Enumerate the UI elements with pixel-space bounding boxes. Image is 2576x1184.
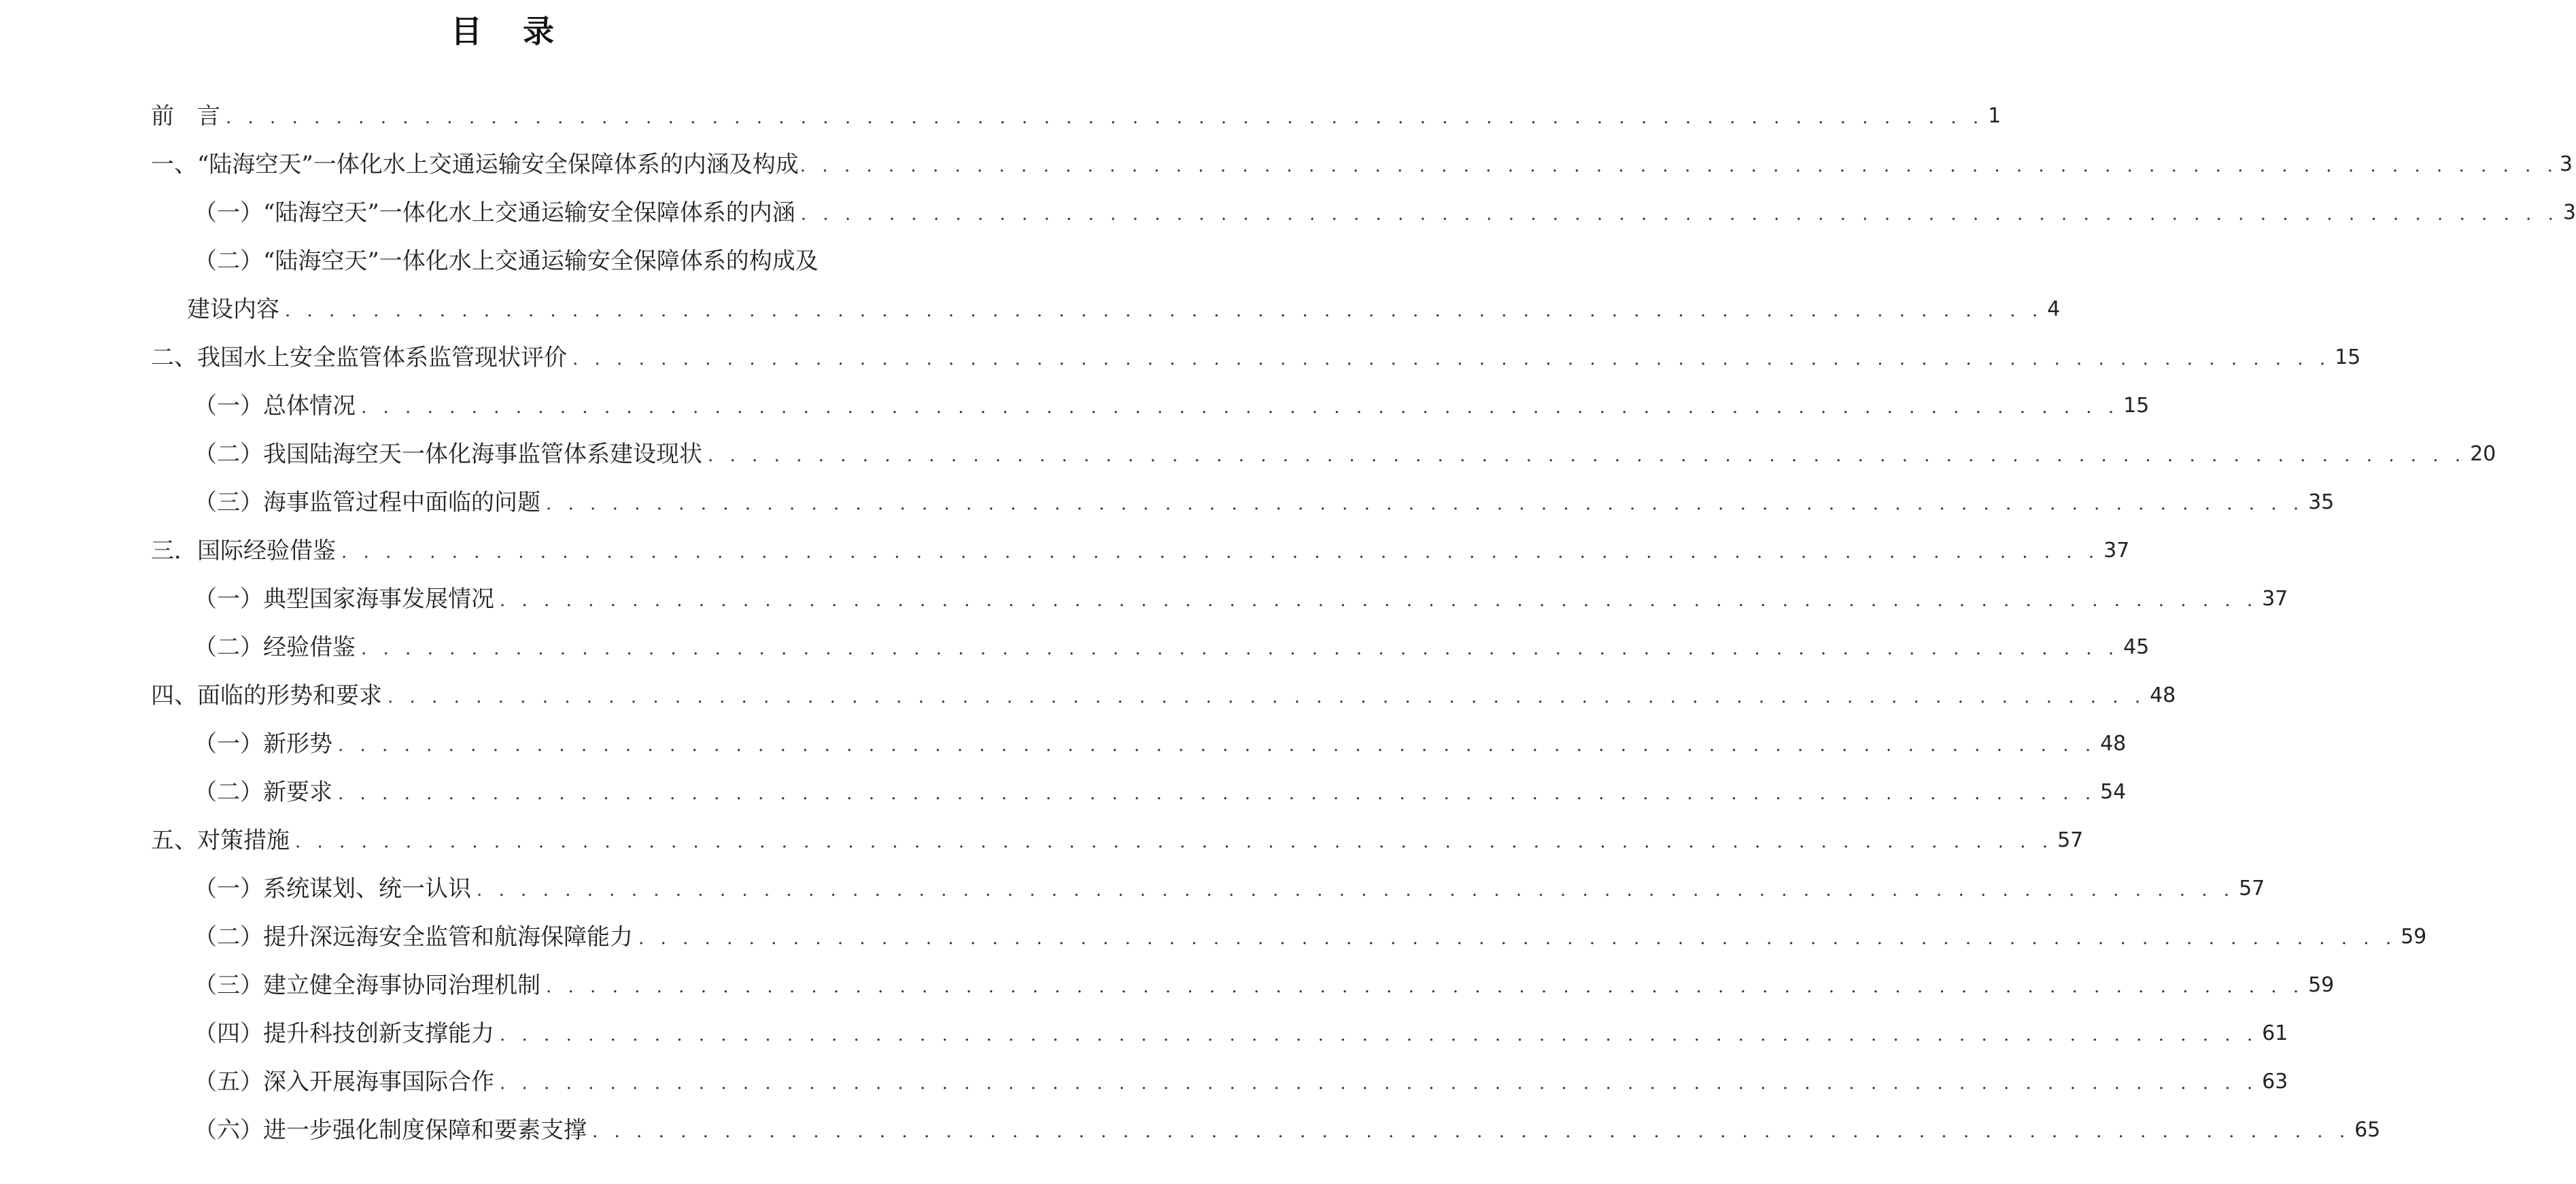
dot-leader: . . . . . . . . . . . . . . . . . . . . . . . . . . . . . . . . . . . . . . . . . . . . . . . . . . . . . . . . . . . . . . . . . . . . . . . . . . . . . . . .	[546, 977, 2305, 997]
toc-page-number: 3	[2559, 152, 2573, 176]
toc-entry-label: （一）总体情况	[194, 392, 356, 420]
toc-entry-section-3[interactable]	[151, 532, 2130, 569]
toc-page-number: 35	[2308, 490, 2335, 514]
dot-leader: . . . . . . . . . . . . . . . . . . . . . . . . . . . . . . . . . . . . . . . . . . . . . . . . . . . . . . . . . . . . . . . . . . . . . . . . . . . . . . . .	[338, 735, 2097, 756]
toc-entry-section-4-1[interactable]	[194, 726, 2127, 762]
dot-leader: . . . . . . . . . . . . . . . . . . . . . . . . . . . . . . . . . . . . . . . . . . . . . . . . . . . . . . . . . . . . . . . . . . . . . . . . . . . . . . . .	[500, 1025, 2259, 1045]
toc-page-number: 61	[2262, 1021, 2288, 1045]
toc-entry-label: 四、面临的形势和要求	[151, 682, 382, 709]
toc-page-number: 59	[2401, 925, 2427, 949]
toc-page-number: 3	[2562, 201, 2576, 224]
toc-entry-section-3-1[interactable]	[194, 581, 2288, 618]
toc-entry-label: （一）系统谋划、统一认识	[194, 875, 471, 902]
toc-entry-section-3-2[interactable]	[194, 629, 2150, 666]
toc-entry-label: （四）提升科技创新支撑能力	[194, 1020, 494, 1047]
dot-leader: . . . . . . . . . . . . . . . . . . . . . . . . . . . . . . . . . . . . . . . . . . . . . . . . . . . . . . . . . . . . . . . . . . . . . . . . . . . . . . . .	[800, 204, 2559, 224]
toc-page-number: 63	[2262, 1070, 2288, 1094]
toc-page-number: 1	[1988, 104, 2002, 128]
dot-leader: . . . . . . . . . . . . . . . . . . . . . . . . . . . . . . . . . . . . . . . . . . . . . . . . . . . . . . . . . . . . . . . . . . . . . . . . . . . . . . . .	[592, 1121, 2351, 1142]
dot-leader: . . . . . . . . . . . . . . . . . . . . . . . . . . . . . . . . . . . . . . . . . . . . . . . . . . . . . . . . . . . . . . . . . . . . . . . . . . . . . . . .	[572, 349, 2331, 369]
dot-leader: . . . . . . . . . . . . . . . . . . . . . . . . . . . . . . . . . . . . . . . . . . . . . . . . . . . . . . . . . . . . . . . . . . . . . . . . . . . . . . . .	[341, 542, 2100, 562]
toc-entry-section-5-6[interactable]	[194, 1112, 2381, 1149]
toc-entry-section-4-2[interactable]	[194, 774, 2127, 811]
toc-entry-label: （一）“陆海空天”一体化水上交通运输安全保障体系的内涵	[194, 199, 795, 226]
toc-page-number: 15	[2335, 345, 2361, 369]
dot-leader: . . . . . . . . . . . . . . . . . . . . . . . . . . . . . . . . . . . . . . . . . . . . . . . . . . . . . . . . . . . . . . . . . . . . . . . . . . . . . . . .	[388, 687, 2146, 707]
toc-entry-section-2-3[interactable]	[194, 484, 2335, 521]
toc-entry-preface[interactable]	[151, 98, 2002, 135]
toc-page-number: 48	[2100, 732, 2127, 756]
toc-entry-label: 建设内容	[187, 296, 279, 323]
toc-entry-label: 三．国际经验借鉴	[151, 537, 336, 564]
toc-entry-section-5-4[interactable]	[194, 1015, 2288, 1052]
toc-page-number: 57	[2239, 877, 2265, 900]
toc-page-number: 65	[2354, 1118, 2381, 1142]
dot-leader: . . . . . . . . . . . . . . . . . . . . . . . . . . . . . . . . . . . . . . . . . . . . . . . . . . . . . . . . . . . . . . . . . . . . . . . . . . . . . . . .	[361, 639, 2120, 659]
dot-leader: . . . . . . . . . . . . . . . . . . . . . . . . . . . . . . . . . . . . . . . . . . . . . . . . . . . . . . . . . . . . . . . . . . . . . . . . . . . . . . . .	[546, 494, 2305, 514]
toc-entry-label: （二）经验借鉴	[194, 634, 356, 661]
toc-entry-section-5-5[interactable]	[194, 1064, 2288, 1100]
toc-entry-section-5-3[interactable]	[194, 967, 2335, 1004]
toc-page-number: 59	[2308, 973, 2335, 997]
toc-entry-label: 一、“陆海空天”一体化水上交通运输安全保障体系的内涵及构成	[151, 151, 799, 178]
toc-entry-label: （二）我国陆海空天一体化海事监管体系建设现状	[194, 441, 702, 468]
toc-entry-label: （二）提升深远海安全监管和航海保障能力	[194, 924, 633, 951]
toc-title: 目 录	[450, 13, 569, 50]
dot-leader: . . . . . . . . . . . . . . . . . . . . . . . . . . . . . . . . . . . . . . . . . . . . . . . . . . . . . . . . . . . . . . . . . . . . . . . . . . . . . . . .	[708, 445, 2467, 466]
toc-entry-section-2-1[interactable]	[194, 388, 2150, 424]
toc-entry-label: （三）海事监管过程中面临的问题	[194, 489, 540, 516]
toc-entry-label: 五、对策措施	[151, 827, 290, 854]
toc-entry-section-5-1[interactable]	[194, 870, 2265, 907]
dot-leader: . . . . . . . . . . . . . . . . . . . . . . . . . . . . . . . . . . . . . . . . . . . . . . . . . . . . . . . . . . . . . . . . . . . . . . . . . . . . . . . .	[638, 928, 2397, 949]
dot-leader: . . . . . . . . . . . . . . . . . . . . . . . . . . . . . . . . . . . . . . . . . . . . . . . . . . . . . . . . . . . . . . . . . . . . . . . . . . . . . . . .	[226, 107, 1985, 128]
toc-page-number: 37	[2103, 539, 2130, 562]
toc-page-number: 20	[2470, 442, 2496, 466]
dot-leader: . . . . . . . . . . . . . . . . . . . . . . . . . . . . . . . . . . . . . . . . . . . . . . . . . . . . . . . . . . . . . . . . . . . . . . . . . . . . . . . .	[800, 156, 2558, 176]
toc-entry-label: （一）典型国家海事发展情况	[194, 586, 494, 613]
toc-page-number: 37	[2262, 587, 2288, 611]
toc-entry-label: （二）“陆海空天”一体化水上交通运输安全保障体系的构成及	[194, 248, 819, 275]
toc-page-number: 15	[2123, 394, 2150, 418]
toc-entry-section-5[interactable]	[151, 822, 2084, 859]
toc-entry-label: 前 言	[151, 103, 220, 130]
toc-page-number: 4	[2047, 297, 2061, 321]
toc-page-number: 54	[2100, 780, 2127, 804]
toc-entry-section-1-1[interactable]	[194, 194, 2576, 231]
toc-page-number: 48	[2150, 683, 2176, 707]
dot-leader: . . . . . . . . . . . . . . . . . . . . . . . . . . . . . . . . . . . . . . . . . . . . . . . . . . . . . . . . . . . . . . . . . . . . . . . . . . . . . . . .	[500, 590, 2259, 611]
toc-entry-section-2-2[interactable]	[194, 436, 2496, 473]
dot-leader: . . . . . . . . . . . . . . . . . . . . . . . . . . . . . . . . . . . . . . . . . . . . . . . . . . . . . . . . . . . . . . . . . . . . . . . . . . . . . . . .	[477, 880, 2235, 900]
toc-entry-section-2[interactable]	[151, 339, 2361, 376]
toc-entry-section-1[interactable]	[151, 146, 2573, 183]
toc-entry-section-5-2[interactable]	[194, 919, 2427, 955]
toc-entry-label: （三）建立健全海事协同治理机制	[194, 972, 540, 999]
dot-leader: . . . . . . . . . . . . . . . . . . . . . . . . . . . . . . . . . . . . . . . . . . . . . . . . . . . . . . . . . . . . . . . . . . . . . . . . . . . . . . . .	[285, 301, 2044, 321]
dot-leader: . . . . . . . . . . . . . . . . . . . . . . . . . . . . . . . . . . . . . . . . . . . . . . . . . . . . . . . . . . . . . . . . . . . . . . . . . . . . . . . .	[500, 1073, 2259, 1094]
dot-leader: . . . . . . . . . . . . . . . . . . . . . . . . . . . . . . . . . . . . . . . . . . . . . . . . . . . . . . . . . . . . . . . . . . . . . . . . . . . . . . . .	[361, 397, 2120, 418]
toc-entry-section-1-2[interactable]	[194, 243, 869, 280]
dot-leader: . . . . . . . . . . . . . . . . . . . . . . . . . . . . . . . . . . . . . . . . . . . . . . . . . . . . . . . . . . . . . . . . . . . . . . . . . . . . . . . .	[338, 783, 2097, 804]
toc-page-number: 57	[2057, 828, 2084, 852]
toc-entry-label: 二、我国水上安全监管体系监管现状评价	[151, 344, 567, 371]
toc-entry-label: （六）进一步强化制度保障和要素支撑	[194, 1117, 587, 1144]
toc-entry-label: （二）新要求	[194, 779, 332, 806]
toc-page-number: 45	[2123, 635, 2150, 659]
toc-entry-section-4[interactable]	[151, 677, 2176, 714]
toc-entry-section-1-2-continued[interactable]	[187, 291, 2061, 328]
toc-entry-label: （一）新形势	[194, 730, 332, 758]
toc-entry-label: （五）深入开展海事国际合作	[194, 1068, 494, 1096]
dot-leader: . . . . . . . . . . . . . . . . . . . . . . . . . . . . . . . . . . . . . . . . . . . . . . . . . . . . . . . . . . . . . . . . . . . . . . . . . . . . . . . .	[295, 832, 2054, 852]
